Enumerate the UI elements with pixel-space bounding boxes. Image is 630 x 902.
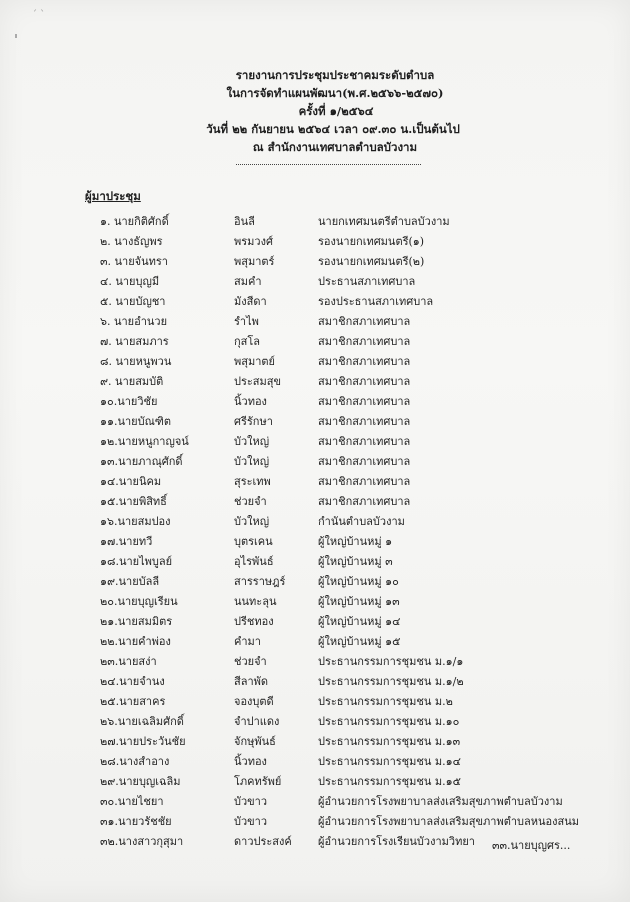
attendee-row — [100, 452, 600, 472]
attendee-surname: บุตรเคน — [234, 535, 273, 548]
attendee-position: สมาชิกสภาเทศบาล — [318, 375, 411, 388]
attendee-row — [100, 792, 600, 812]
attendee-name: ๒. นางธัญพร — [100, 235, 163, 248]
attendee-name: ๒๕.นายสาคร — [100, 695, 166, 708]
attendee-surname: ศรีรักษา — [234, 415, 273, 428]
attendee-row — [100, 632, 600, 652]
attendee-row — [100, 332, 600, 352]
attendee-name: ๖. นายอำนวย — [100, 315, 168, 328]
attendee-surname: จองบุตดี — [234, 695, 274, 708]
attendee-row — [100, 812, 600, 832]
attendee-surname: โภคทรัพย์ — [234, 775, 282, 788]
attendee-list — [100, 212, 600, 852]
attendee-position: สมาชิกสภาเทศบาล — [318, 415, 411, 428]
attendee-surname: รำไพ — [234, 315, 259, 328]
dotted-separator — [236, 164, 421, 165]
attendee-row — [100, 292, 600, 312]
attendee-surname: สีลาพัด — [234, 675, 269, 688]
attendee-surname: พรมวงศ์ — [234, 235, 273, 248]
attendee-name: ๕. นายบัญชา — [100, 295, 166, 308]
attendee-name: ๑๙.นายบัลลี — [100, 575, 160, 588]
attendee-surname: ประสมสุข — [234, 375, 281, 388]
attendee-row — [100, 412, 600, 432]
attendee-surname: บัวขาว — [234, 795, 268, 808]
attendee-name: ๑๖.นายสมปอง — [100, 515, 171, 528]
attendee-name: ๑๒.นายหนูกาญจน์ — [100, 435, 189, 448]
attendee-position: ประธานสภาเทศบาล — [318, 275, 416, 288]
attendee-name: ๑๘.นายไพบูลย์ — [100, 555, 173, 568]
attendee-name: ๑๓.นายภาณุศักดิ์ — [100, 455, 183, 468]
attendee-row — [100, 552, 600, 572]
attendee-row — [100, 752, 600, 772]
attendee-position: สมาชิกสภาเทศบาล — [318, 435, 411, 448]
attendee-name: ๑๑.นายบัณฑิต — [100, 415, 172, 428]
attendee-position: ประธานกรรมการชุมชน ม.๑๕ — [318, 775, 461, 788]
attendee-position: สมาชิกสภาเทศบาล — [318, 315, 411, 328]
attendee-position: สมาชิกสภาเทศบาล — [318, 355, 411, 368]
attendee-row — [100, 652, 600, 672]
attendee-row — [100, 592, 600, 612]
attendee-row — [100, 472, 600, 492]
attendee-row — [100, 232, 600, 252]
attendee-surname: กุสโล — [234, 335, 261, 348]
attendee-name: ๑๗.นายทวี — [100, 535, 153, 548]
attendee-surname: พสุมาตร์ — [234, 255, 275, 268]
attendee-position: ประธานกรรมการชุมชน ม.๑๓ — [318, 735, 461, 748]
attendee-row — [100, 512, 600, 532]
attendee-name: ๙. นายสมบัติ — [100, 375, 164, 388]
attendee-position: ผู้ใหญ่บ้านหมู่ ๑๐ — [318, 575, 399, 588]
attendee-position: สมาชิกสภาเทศบาล — [318, 335, 411, 348]
attendee-position: สมาชิกสภาเทศบาล — [318, 475, 411, 488]
attendee-row — [100, 392, 600, 412]
attendee-surname: สารราษฎร์ — [234, 575, 286, 588]
attendee-row — [100, 492, 600, 512]
attendee-position: ผู้อำนวยการโรงเรียนบัวงามวิทยา — [318, 835, 475, 848]
attendee-position: ประธานกรรมการชุมชน ม.๒ — [318, 695, 453, 708]
scan-specks: ´ ˋ — [32, 10, 46, 21]
attendee-surname: มังสีดา — [234, 295, 267, 308]
attendee-row — [100, 372, 600, 392]
header-meeting-number: ครั้งที่ ๑/๒๕๖๔ — [298, 104, 374, 118]
attendee-row — [100, 692, 600, 712]
attendee-surname: บัวใหญ่ — [234, 455, 270, 468]
attendee-row — [100, 732, 600, 752]
attendee-position: ประธานกรรมการชุมชน ม.๑/๒ — [318, 675, 464, 688]
attendee-position: ผู้ใหญ่บ้านหมู่ ๑ — [318, 535, 393, 548]
attendee-name: ๒๔.นายจำนง — [100, 675, 165, 688]
attendee-surname: อินลี — [234, 215, 255, 228]
attendee-name: ๒๑.นายสมมิตร — [100, 615, 173, 628]
attendee-surname: สุระเทพ — [234, 475, 271, 488]
attendee-row — [100, 712, 600, 732]
attendee-name: ๗. นายสมภาร — [100, 335, 169, 348]
attendee-position: ผู้ใหญ่บ้านหมู่ ๓ — [318, 555, 393, 568]
attendee-position: นายกเทศมนตรีตำบลบัวงาม — [318, 215, 450, 228]
attendee-surname: ช่วยจำ — [234, 495, 267, 508]
attendee-name: ๒๓.นายสง่า — [100, 655, 157, 668]
attendee-row — [100, 572, 600, 592]
attendee-position: ประธานกรรมการชุมชน ม.๑๐ — [318, 715, 460, 728]
attendee-position: สมาชิกสภาเทศบาล — [318, 395, 411, 408]
attendee-position: รองประธานสภาเทศบาล — [318, 295, 434, 308]
attendee-position: รองนายกเทศมนตรี(๒) — [318, 255, 425, 268]
attendee-position: ประธานกรรมการชุมชน ม.๑๔ — [318, 755, 461, 768]
attendee-position: สมาชิกสภาเทศบาล — [318, 495, 411, 508]
document-header — [0, 66, 630, 156]
attendee-surname: จักษุพันธ์ — [234, 735, 276, 748]
attendee-name: ๒๐.นายบุญเรียน — [100, 595, 178, 608]
attendee-row — [100, 672, 600, 692]
attendee-position: ประธานกรรมการชุมชน ม.๑/๑ — [318, 655, 464, 668]
attendee-name: ๑๔.นายนิคม — [100, 475, 162, 488]
attendee-position: รองนายกเทศมนตรี(๑) — [318, 235, 425, 248]
header-location: ณ สำนักงานเทศบาลตำบลบัวงาม — [252, 140, 418, 154]
attendee-position: สมาชิกสภาเทศบาล — [318, 455, 411, 468]
attendee-row — [100, 272, 600, 292]
attendee-surname: อุไรพันธ์ — [234, 555, 274, 568]
attendee-row — [100, 352, 600, 372]
attendee-name: ๒๗.นายประวันชัย — [100, 735, 186, 748]
attendee-surname: บัวใหญ่ — [234, 515, 270, 528]
attendee-surname: บัวใหญ่ — [234, 435, 270, 448]
attendee-row — [100, 252, 600, 272]
header-subtitle: ในการจัดทำแผนพัฒนา(พ.ศ.๒๕๖๖-๒๕๗๐) — [226, 86, 444, 100]
attendee-name: ๒๙.นายบุญเฉลิม — [100, 775, 181, 788]
section-title-attendees: ผู้มาประชุม — [85, 189, 141, 203]
attendee-name: ๒๖.นายเฉลิมศักดิ์ — [100, 715, 184, 728]
header-title: รายงานการประชุมประชาคมระดับตำบล — [235, 68, 435, 82]
header-date-time: วันที่ ๒๒ กันยายน ๒๕๖๔ เวลา ๐๙.๓๐ น.เป็นต้นไป — [206, 122, 460, 136]
attendee-surname: คำมา — [234, 635, 261, 648]
attendee-surname: บัวขาว — [234, 815, 268, 828]
attendee-name: ๒๒.นายคำพ่อง — [100, 635, 171, 648]
attendee-position: ผู้ใหญ่บ้านหมู่ ๑๓ — [318, 595, 400, 608]
attendee-name: ๑. นายกิติศักดิ์ — [100, 215, 169, 228]
attendee-name: ๑๕.นายพิสิทธิ์ — [100, 495, 167, 508]
attendee-row — [100, 772, 600, 792]
attendee-surname: ดาวประสงค์ — [234, 835, 292, 848]
attendee-surname: นิ้วทอง — [234, 395, 267, 408]
attendee-surname: ปรีชทอง — [234, 615, 274, 628]
attendee-row — [100, 532, 600, 552]
attendee-name: ๓๑.นายวรัชชัย — [100, 815, 172, 828]
attendee-row — [100, 212, 600, 232]
attendee-row — [100, 612, 600, 632]
attendee-position: ผู้อำนวยการโรงพยาบาลส่งเสริมสุขภาพตำบลบัวงาม — [318, 795, 563, 808]
attendee-name: ๔. นายบุญมี — [100, 275, 160, 288]
attendee-position: กำนันตำบลบัวงาม — [318, 515, 405, 528]
attendee-name: ๘. นายหนูพวน — [100, 355, 172, 368]
attendee-position: ผู้ใหญ่บ้านหมู่ ๑๕ — [318, 635, 401, 648]
attendee-name: ๑๐.นายวิชัย — [100, 395, 158, 408]
attendee-position: ผู้ใหญ่บ้านหมู่ ๑๔ — [318, 615, 401, 628]
attendee-surname: นนทะลุน — [234, 595, 277, 608]
attendee-row — [100, 312, 600, 332]
attendee-surname: จำปาแดง — [234, 715, 280, 728]
attendee-surname: นิ้วทอง — [234, 755, 267, 768]
attendee-surname: สมคำ — [234, 275, 262, 288]
attendee-surname: ช่วยจำ — [234, 655, 267, 668]
attendee-name: ๒๘.นางสำอาง — [100, 755, 170, 768]
attendee-name: ๓๒.นางสาวกุสุมา — [100, 835, 184, 848]
scan-speck — [15, 34, 17, 38]
continuation-text: ๓๓.นายบุญศร... — [492, 839, 571, 852]
attendee-row — [100, 432, 600, 452]
attendee-surname: พสุมาตย์ — [234, 355, 275, 368]
attendee-name: ๓๐.นายไชยา — [100, 795, 164, 808]
attendee-position: ผู้อำนวยการโรงพยาบาลส่งเสริมสุขภาพตำบลหนองสนม — [318, 815, 579, 828]
attendee-name: ๓. นายจันทรา — [100, 255, 168, 268]
